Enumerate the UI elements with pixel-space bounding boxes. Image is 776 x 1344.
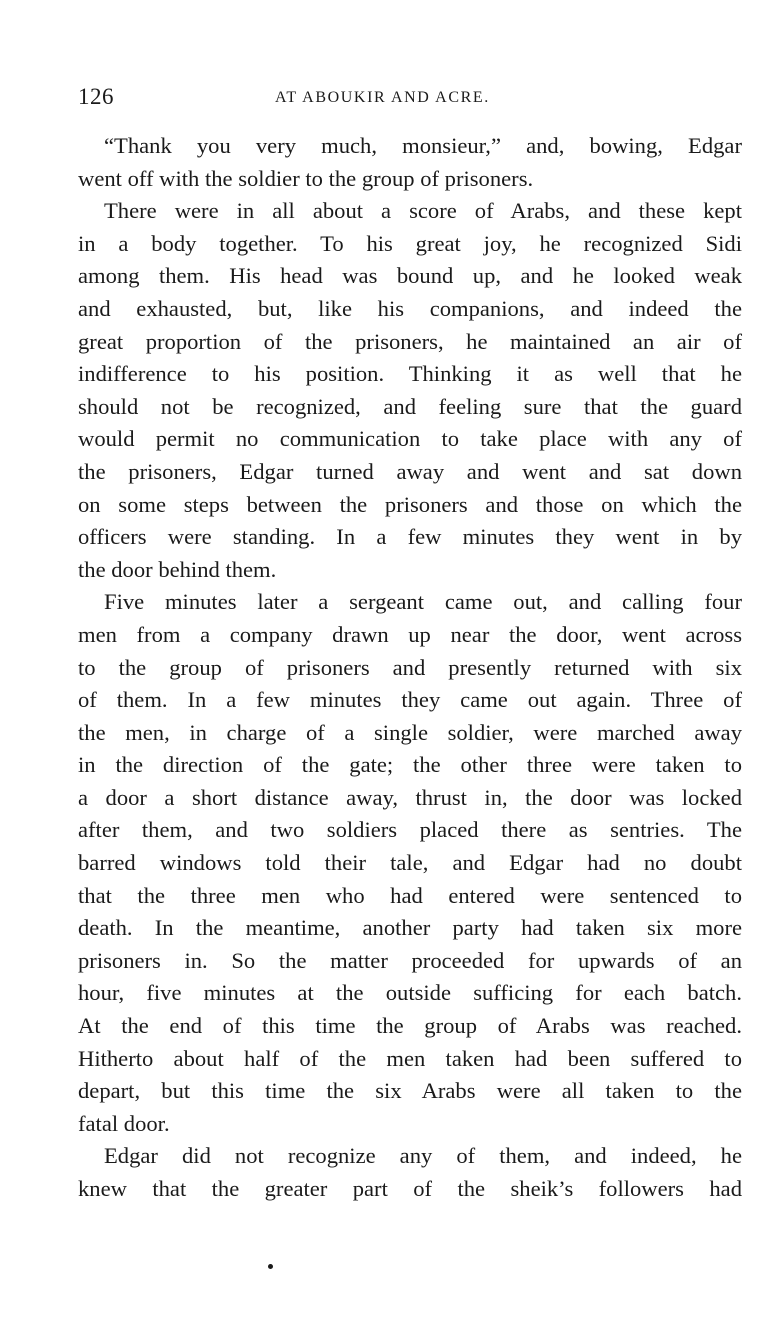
text-line: of them. In a few minutes they came out again. Three of xyxy=(78,687,742,713)
paragraph-1 xyxy=(78,130,742,195)
paragraph-4 xyxy=(78,1140,742,1205)
text-line: At the end of this time the group of Arabs was reached. xyxy=(78,1013,742,1039)
text-line: officers were standing. In a few minutes they went in by xyxy=(78,524,742,550)
text-line: knew that the greater part of the sheik’s followers had xyxy=(78,1176,742,1201)
text-line: Five minutes later a sergeant came out, and calling four xyxy=(104,589,742,615)
text-line: would permit no communication to take place with any of xyxy=(78,426,742,452)
text-line: that the three men who had entered were sentenced to xyxy=(78,882,742,908)
text-line: fatal door. xyxy=(78,1110,170,1136)
text-line: depart, but this time the six Arabs were all taken to the xyxy=(78,1078,742,1104)
text-line: Hitherto about half of the men taken had been suffered to xyxy=(78,1045,742,1071)
ink-speck xyxy=(268,1264,273,1269)
text-line: in the direction of the gate; the other three were taken to xyxy=(78,752,742,778)
text-line: indifference to his position. Thinking it as well that he xyxy=(78,361,742,387)
text-line: men from a company drawn up near the door, went across xyxy=(78,621,742,647)
text-line: the prisoners, Edgar turned away and went and sat down xyxy=(78,458,742,484)
text-line: in a body together. To his great joy, he recognized Sidi xyxy=(78,230,742,256)
text-line: the men, in charge of a single soldier, were marched away xyxy=(78,719,742,745)
text-line: after them, and two soldiers placed there as sentries. The xyxy=(78,817,742,843)
text-line: a door a short distance away, thrust in, the door was locked xyxy=(78,784,742,810)
text-line: and exhausted, but, like his companions, and indeed the xyxy=(78,295,742,321)
text-line: hour, five minutes at the outside sufficing for each batch. xyxy=(78,980,742,1006)
running-head xyxy=(78,84,742,114)
text-line: to the group of prisoners and presently returned with six xyxy=(78,654,742,680)
body-text xyxy=(78,130,742,1206)
text-line: should not be recognized, and feeling sure that the guard xyxy=(78,393,742,419)
paragraph-3 xyxy=(78,586,742,1140)
text-line: “Thank you very much, monsieur,” and, bowing, Edgar xyxy=(104,133,742,158)
text-line: death. In the meantime, another party had taken six more xyxy=(78,915,742,941)
text-line: great proportion of the prisoners, he maintained an air of xyxy=(78,328,742,354)
text-line: among them. His head was bound up, and he looked weak xyxy=(78,263,742,289)
text-line: There were in all about a score of Arabs, and these kept xyxy=(104,198,742,224)
text-line: barred windows told their tale, and Edgar had no doubt xyxy=(78,850,742,876)
running-title: AT ABOUKIR AND ACRE. xyxy=(275,89,490,106)
page-number: 126 xyxy=(78,84,114,109)
text-line: went off with the soldier to the group of prisoners. xyxy=(78,165,534,191)
text-line: on some steps between the prisoners and those on which the xyxy=(78,491,742,517)
text-line: prisoners in. So the matter proceeded for upwards of an xyxy=(78,947,742,973)
paragraph-2 xyxy=(78,195,742,586)
text-line: the door behind them. xyxy=(78,556,277,582)
text-line: Edgar did not recognize any of them, and indeed, he xyxy=(104,1143,742,1169)
